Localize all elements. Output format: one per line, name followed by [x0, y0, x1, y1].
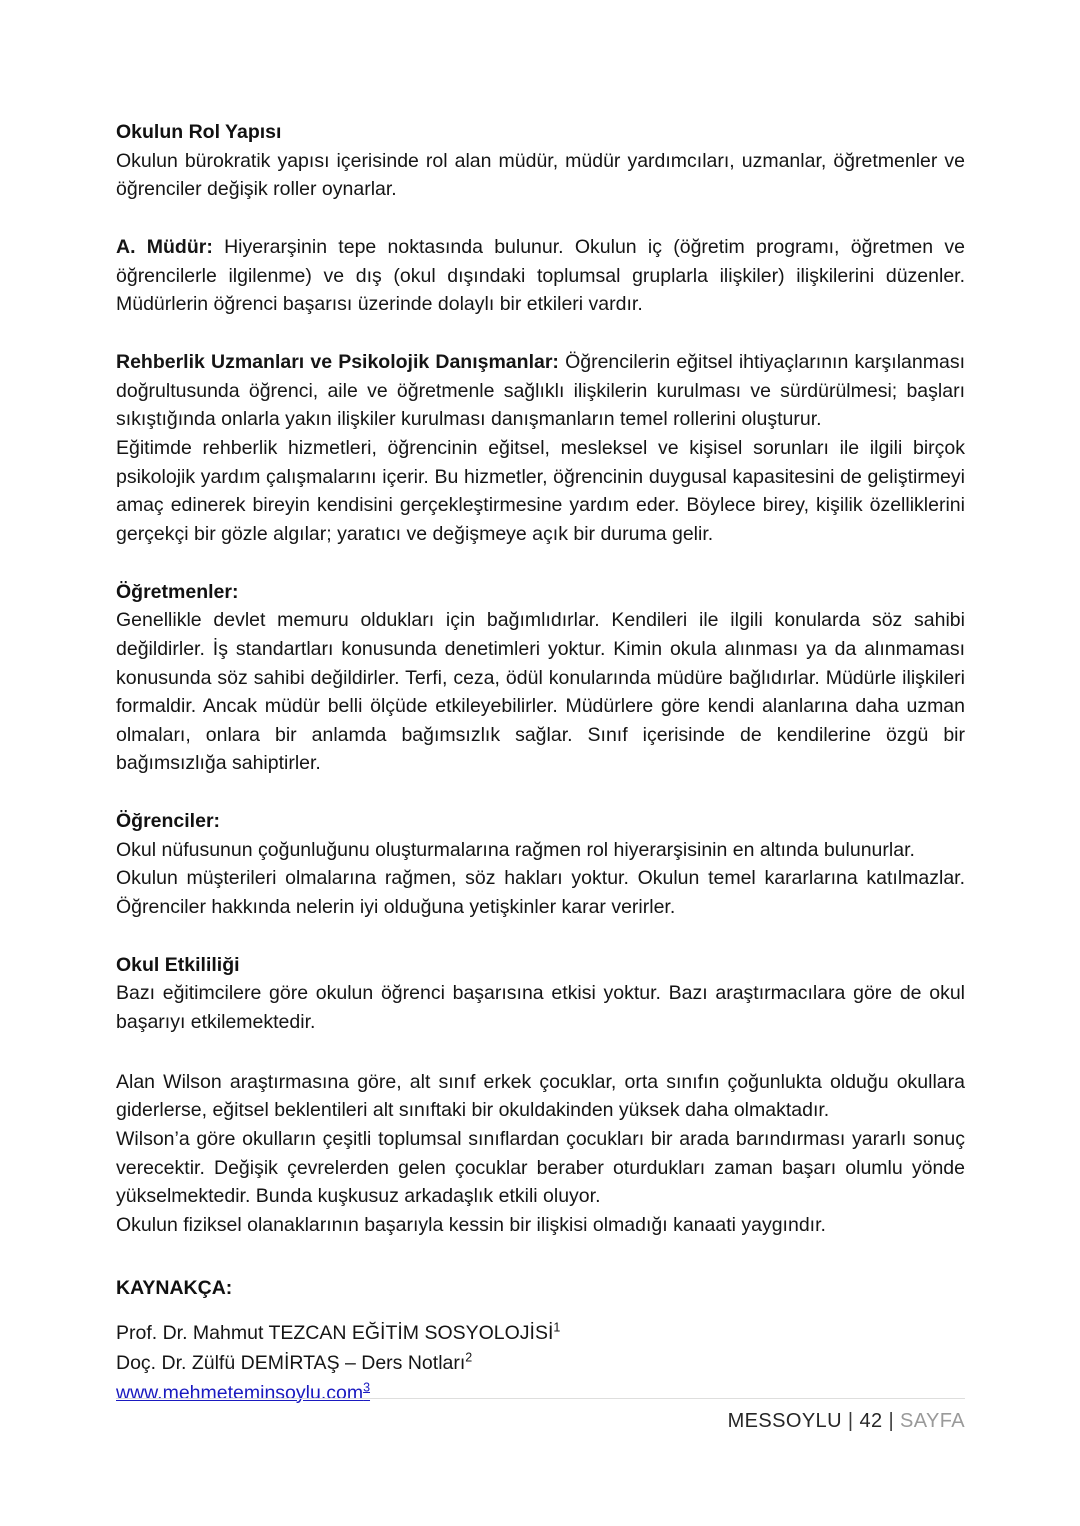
- footer-divider: [116, 1398, 965, 1399]
- section-alan-wilson: [116, 1068, 965, 1240]
- section-okulun-rol-yapisi: [116, 118, 965, 204]
- heading-okulun-rol-yapisi: Okulun Rol Yapısı: [116, 121, 282, 143]
- footer-separator-2: |: [882, 1410, 900, 1432]
- reference-list: [116, 1319, 965, 1408]
- spacer: [116, 922, 965, 951]
- footer-page-word: SAYFA: [900, 1410, 965, 1432]
- paragraph-ogrenciler-2: Okulun müşterileri olmalarına rağmen, söz hakları yoktur. Okulun temel kararlarına katılmazlar. Öğrenciler hakkında nelerin iyi olduğuna yetişkinler karar verirler.: [116, 867, 965, 919]
- paragraph-okul-etkililigi: Bazı eğitimcilere göre okulun öğrenci başarısına etkisi yoktur. Bazı araştırmacılara göre de okul başarıyı etkilemektedir.: [116, 982, 965, 1034]
- spacer: [116, 1302, 965, 1319]
- paragraph-okulun-rol-yapisi: Okulun bürokratik yapısı içerisinde rol alan müdür, müdür yardımcıları, uzmanlar, öğretmenler ve öğrenciler değişik roller oynarlar.: [116, 149, 965, 201]
- heading-kaynakca: KAYNAKÇA:: [116, 1276, 233, 1299]
- spacer: [116, 204, 965, 233]
- footer-author: MESSOYLU: [727, 1410, 842, 1432]
- section-rehberlik-uzmanlari: [116, 348, 965, 549]
- paragraph-ogrenciler: Okul nüfusunun çoğunluğunu oluşturmalarına rağmen rol hiyerarşisinin en altında bulunurlar.: [116, 838, 915, 861]
- paragraph-ogretmenler: Genellikle devlet memuru oldukları için bağımlıdırlar. Kendileri ile ilgili konularda söz sahibi değildirler. İş standartları konusunda denetimleri yoktur. Kimin okula alınması ya da alınmaması konusunda söz sahibi değildirler. Terfi, ceza, ödül konularında müdüre bağlıdırlar. Müdürle ilişkileri formaldir. Ancak müdür belli ölçüde etkileyebilirler. Müdürlere göre kendi alanlarına daha uzman olmaları, onlara bir anlamda bağımsızlık sağlar. Sınıf içerisinde de kendilerine özgü bir bağımsızlığa sahiptirler.: [116, 609, 965, 775]
- spacer: [116, 319, 965, 348]
- paragraph-a-mudur: [116, 233, 965, 319]
- lead-rehberlik-uzmanlari: Rehberlik Uzmanları ve Psikolojik Danışmanlar:: [116, 350, 559, 373]
- heading-okul-etkililigi: Okul Etkililiği: [116, 953, 240, 976]
- paragraph-alan-wilson-3: Okulun fiziksel olanaklarının başarıyla kessin bir ilişkisi olmadığı kanaati yaygındır.: [116, 1214, 826, 1236]
- page-footer: [116, 1398, 965, 1433]
- reference-marker: 1: [553, 1320, 561, 1335]
- footer-page-number: 42: [859, 1410, 883, 1432]
- section-ogrenciler: [116, 807, 965, 922]
- spacer: [116, 1240, 965, 1274]
- section-okul-etkililigi: [116, 951, 965, 1037]
- reference-text: Prof. Dr. Mahmut TEZCAN EĞİTİM SOSYOLOJİSİ: [116, 1322, 554, 1345]
- reference-marker: 2: [465, 1350, 473, 1365]
- paragraph-alan-wilson-2: Wilson’a göre okulların çeşitli toplumsal sınıflardan çocukları bir arada barındırması yararlı sonuç verecektir. Değişik çevrelerden gelen çocuklar beraber oturdukları zaman başarı olumlu yönde yükselmektedir. Bunda kuşkusuz arkadaşlık etkili oluyor.: [116, 1128, 965, 1208]
- document-body: [116, 118, 965, 1408]
- reference-item: [116, 1349, 965, 1379]
- heading-ogrenciler: Öğrenciler:: [116, 810, 221, 833]
- reference-text: Doç. Dr. Zülfü DEMİRTAŞ – Ders Notları: [116, 1351, 466, 1374]
- section-a-mudur: [116, 233, 965, 319]
- spacer: [116, 1037, 965, 1068]
- paragraph-alan-wilson: Alan Wilson araştırmasına göre, alt sınıf erkek çocuklar, orta sınıfın çoğunlukta olduğu okullara giderlerse, eğitsel beklentileri alt sınıftaki bir okuldakinden yüksek daha olmaktadır.: [116, 1070, 965, 1122]
- reference-marker: 3: [363, 1380, 371, 1395]
- reference-item: [116, 1319, 965, 1349]
- spacer: [116, 549, 965, 578]
- paragraph-rehberlik-uzmanlari: [116, 348, 965, 434]
- section-ogretmenler: [116, 578, 965, 779]
- lead-a-mudur: A. Müdür:: [116, 235, 213, 258]
- heading-ogretmenler: Öğretmenler:: [116, 580, 239, 603]
- footer-text: [116, 1410, 965, 1433]
- paragraph-rehberlik-uzmanlari-2: Eğitimde rehberlik hizmetleri, öğrencinin eğitsel, mesleksel ve kişisel sorunları ile ilgili birçok psikolojik yardım çalışmalarını içerir. Bu hizmetler, öğrencinin duygusal kapasitesini de geliştirmeyi amaç edinerek bireyin kendisini gerçekleştirmesine yardım eder. Böylece birey, kişilik özelliklerini gerçekçi bir gözle algılar; yaratıcı ve değişmeye açık bir duruma gelir.: [116, 436, 965, 545]
- spacer: [116, 778, 965, 807]
- paragraph-a-mudur-text: Hiyerarşinin tepe noktasında bulunur. Okulun iç (öğretim programı, öğretmen ve öğrencilerle ilgilenme) ve dış (okul dışındaki toplumsal gruplarla ilişkiler) ilişkilerini düzenler. Müdürlerin öğrenci başarısı üzerinde dolaylı bir etkileri vardır.: [116, 235, 965, 316]
- paragraph-rehberlik-uzmanlari-text: Öğrencilerin eğitsel ihtiyaçlarının karşılanması doğrultusunda öğrenci, aile ve öğretmenle sağlıklı ilişkilerin kurulması ve sürdürülmesi; başları sıkıştığında onlarla yakın ilişkiler kurulması danışmanların temel rollerini oluşturur.: [116, 350, 966, 431]
- section-references: [116, 1274, 965, 1409]
- reference-link-text: www.mehmeteminsoylu.com: [116, 1381, 364, 1404]
- footer-separator-1: |: [841, 1410, 860, 1432]
